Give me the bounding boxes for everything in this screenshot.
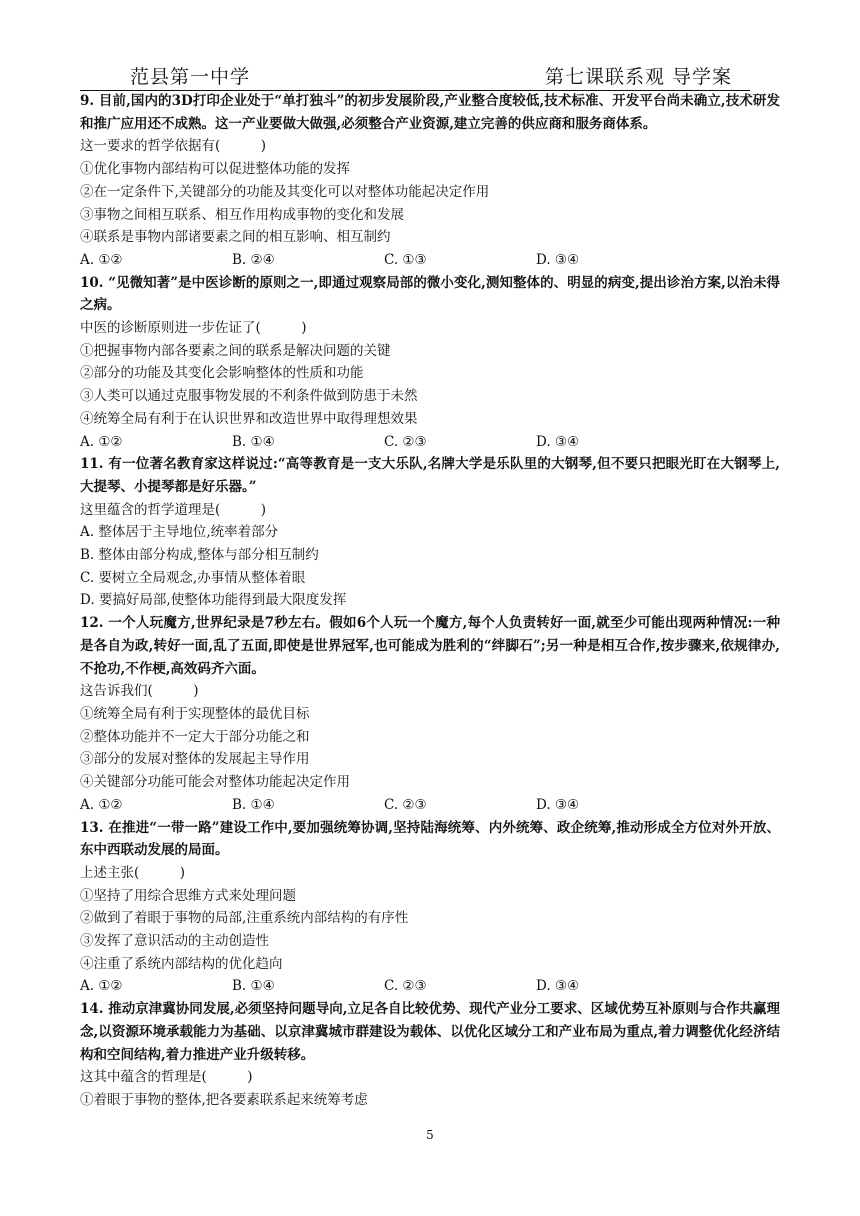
answer-options <box>80 431 780 454</box>
statement-1: ①统筹全局有利于实现整体的最优目标 <box>80 705 310 722</box>
option-c: C. ②③ <box>384 433 427 450</box>
question-14 <box>80 998 780 1112</box>
question-stem: 10. “见微知著”是中医诊断的原则之一,即通过观察局部的微小变化,测知整体的、明显的病变,提出诊治方案,以治未得之病。 <box>80 274 780 314</box>
option-d: D. ③④ <box>536 251 580 268</box>
option-a: A. ①② <box>80 433 123 450</box>
statement-2: ②部分的功能及其变化会影响整体的性质和功能 <box>80 365 364 382</box>
question-stem: 12. 一个人玩魔方,世界纪录是7秒左右。假如6个人玩一个魔方,每个人负责转好一面,就至少可能出现两种情况:一种是各自为政,转好一面,乱了五面,即使是世界冠军,也可能成为胜利的“绊脚石”;另一种是相互合作,按步骤来,依规律办,不抢功,不作梗,高效码齐六面。 <box>80 615 780 677</box>
question-prompt: 这其中蕴含的哲理是( ) <box>80 1069 253 1086</box>
statement-1: ①着眼于事物的整体,把各要素联系起来统筹考虑 <box>80 1091 368 1108</box>
statement-2: ②做到了着眼于事物的局部,注重系统内部结构的有序性 <box>80 910 409 927</box>
option-b: B. ①④ <box>232 796 275 813</box>
question-prompt: 上述主张( ) <box>80 864 186 881</box>
question-prompt: 这一要求的哲学依据有( ) <box>80 138 267 155</box>
statement-2: ②在一定条件下,关键部分的功能及其变化可以对整体功能起决定作用 <box>80 183 490 200</box>
option-a: A. ①② <box>80 978 123 995</box>
statement-1: ①优化事物内部结构可以促进整体功能的发挥 <box>80 161 350 178</box>
statement-1: ①坚持了用综合思维方式来处理问题 <box>80 887 296 904</box>
option-a: A. ①② <box>80 796 123 813</box>
page-number: 5 <box>426 1128 434 1142</box>
option-b: B. ①④ <box>232 433 275 450</box>
page-header <box>80 60 750 91</box>
question-stem: 11. 有一位著名教育家这样说过:“高等教育是一支大乐队,名牌大学是乐队里的大钢琴,但不要只把眼光盯在大钢琴上,大提琴、小提琴都是好乐器。” <box>80 456 780 495</box>
option-c: C. ②③ <box>384 796 427 813</box>
choice-d: D. 要搞好局部,使整体功能得到最大限度发挥 <box>80 592 347 609</box>
question-12 <box>80 612 780 816</box>
question-stem: 13. 在推进“一带一路”建设工作中,要加强统筹协调,坚持陆海统筹、内外统筹、政企统筹,推动形成全方位对外开放、东中西联动发展的局面。 <box>80 819 780 859</box>
lesson-title: 第七课联系观 导学案 <box>544 66 732 88</box>
option-c: C. ②③ <box>384 978 427 995</box>
statement-4: ④统筹全局有利于在认识世界和改造世界中取得理想效果 <box>80 410 418 427</box>
worksheet-body <box>80 90 780 1112</box>
question-prompt: 这告诉我们( ) <box>80 683 199 700</box>
option-b: B. ②④ <box>232 251 275 268</box>
statement-3: ③部分的发展对整体的发展起主导作用 <box>80 751 310 768</box>
choice-b: B. 整体由部分构成,整体与部分相互制约 <box>80 547 319 564</box>
statement-4: ④联系是事物内部诸要素之间的相互影响、相互制约 <box>80 229 391 246</box>
option-d: D. ③④ <box>536 796 580 813</box>
question-stem: 14. 推动京津冀协同发展,必须坚持问题导向,立足各自比较优势、现代产业分工要求、区域优势互补原则与合作共赢理念,以资源环境承载能力为基础、以京津冀城市群建设为载体、以优化区域分工和产业布局为重点,着力调整优化经济结构和空间结构,着力推进产业升级转移。 <box>80 1001 780 1063</box>
question-11 <box>80 453 780 612</box>
answer-options <box>80 794 780 817</box>
school-name: 范县第一中学 <box>130 66 251 88</box>
answer-options <box>80 975 780 998</box>
statement-2: ②整体功能并不一定大于部分功能之和 <box>80 728 310 745</box>
statement-4: ④关键部分功能可能会对整体功能起决定作用 <box>80 774 350 791</box>
question-prompt: 这里蕴含的哲学道理是( ) <box>80 501 267 518</box>
question-prompt: 中医的诊断原则进一步佐证了( ) <box>80 320 307 337</box>
answer-options <box>80 249 780 272</box>
choice-c: C. 要树立全局观念,办事情从整体着眼 <box>80 569 306 586</box>
option-d: D. ③④ <box>536 978 580 995</box>
option-d: D. ③④ <box>536 433 580 450</box>
statement-1: ①把握事物内部各要素之间的联系是解决问题的关键 <box>80 342 391 359</box>
question-10 <box>80 272 780 454</box>
statement-3: ③发挥了意识活动的主动创造性 <box>80 933 269 950</box>
statement-3: ③事物之间相互联系、相互作用构成事物的变化和发展 <box>80 206 404 223</box>
statement-4: ④注重了系统内部结构的优化趋向 <box>80 955 283 972</box>
question-13 <box>80 817 780 999</box>
choice-a: A. 整体居于主导地位,统率着部分 <box>80 524 279 541</box>
option-b: B. ①④ <box>232 978 275 995</box>
question-9 <box>80 90 780 272</box>
statement-3: ③人类可以通过克服事物发展的不利条件做到防患于未然 <box>80 388 418 405</box>
question-stem: 9. 目前,国内的3D打印企业处于“单打独斗”的初步发展阶段,产业整合度较低,技术标准、开发平台尚未确立,技术研发和推广应用还不成熟。这一产业要做大做强,必须整合产业资源,建立完善的供应商和服务商体系。 <box>80 93 780 132</box>
option-c: C. ①③ <box>384 251 427 268</box>
option-a: A. ①② <box>80 251 123 268</box>
